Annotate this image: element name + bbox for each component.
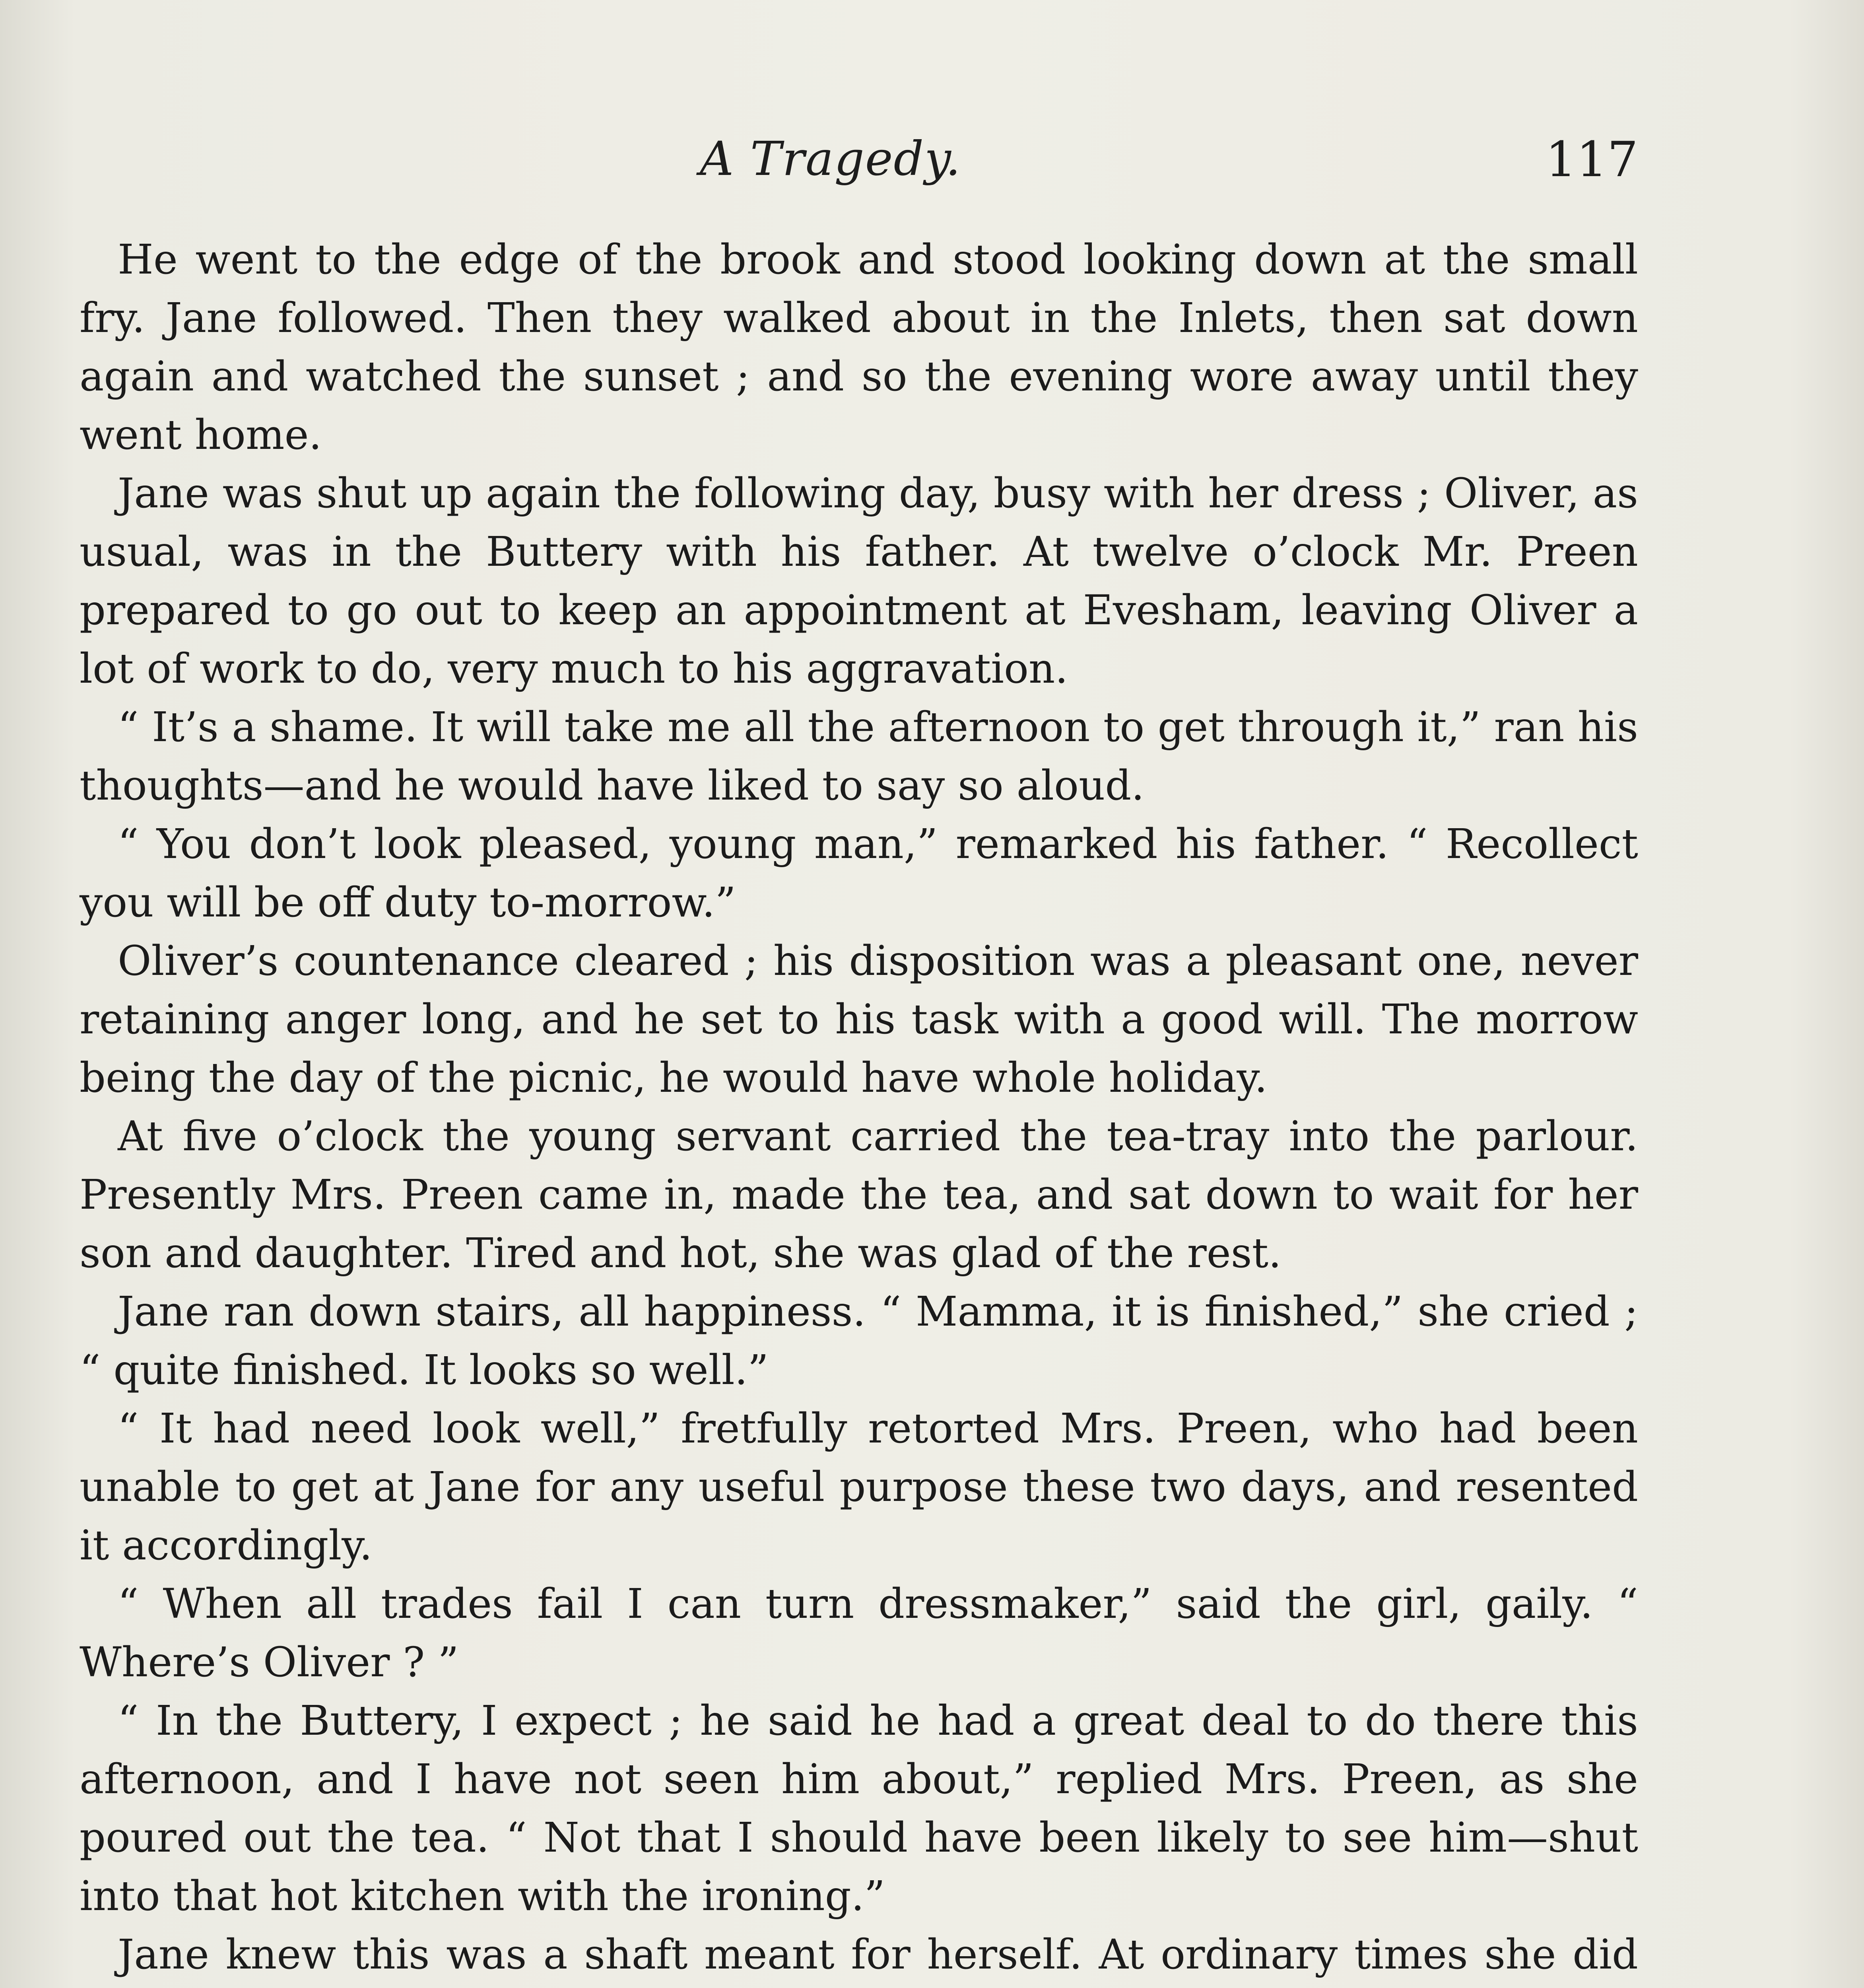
paragraph: Jane knew this was a shaft meant for herself. At ordinary times she did: [118, 1931, 1638, 1978]
page-header: [80, 131, 1638, 211]
paragraph: He went to the edge of the brook and stood looking down at the small fry. Jane followed. Then they walked about in the Inlets, then sat down again and watched the sunset ; and so the evening wore away until they went home.: [80, 236, 1638, 459]
paragraph: Jane ran down stairs, all happiness. “ Mamma, it is finished,” she cried ; “ quite finished. It looks so well.”: [80, 1288, 1638, 1394]
paragraph: “ It’s a shame. It will take me all the afternoon to get through it,” ran his thoughts—and he would have liked to say so aloud.: [80, 703, 1638, 810]
paragraph: Jane was shut up again the following day, busy with her dress ; Oliver, as usual, was in the Buttery with his father. At twelve o’clock Mr. Preen prepared to go out to keep an appointment at Evesham, leaving Oliver a lot of work to do, very much to his aggravation.: [80, 470, 1638, 693]
paragraph: “ You don’t look pleased, young man,” remarked his father. “ Recollect you will be off duty to-morrow.”: [80, 820, 1638, 926]
page-number: 117: [1546, 131, 1638, 188]
paragraph: At five o’clock the young servant carried the tea-tray into the parlour. Presently Mrs. Preen came in, made the tea, and sat down to wait for her son and daughter. Tired and hot, she was glad of the rest.: [80, 1112, 1638, 1277]
paragraph: “ When all trades fail I can turn dressmaker,” said the girl, gaily. “ Where’s Oliver ? ”: [80, 1580, 1638, 1686]
body-text: [80, 231, 1638, 1988]
running-title: A Tragedy.: [700, 131, 961, 186]
paragraph: Oliver’s countenance cleared ; his disposition was a pleasant one, never retaining anger long, and he set to his task with a good will. The morrow being the day of the picnic, he would have whole holiday.: [80, 937, 1638, 1102]
paragraph: “ It had need look well,” fretfully retorted Mrs. Preen, who had been unable to get at Jane for any useful purpose these two days, and resented it accordingly.: [80, 1405, 1638, 1569]
paragraph: “ In the Buttery, I expect ; he said he had a great deal to do there this afternoon, and I have not seen him about,” replied Mrs. Preen, as she poured out the tea. “ Not that I should have been likely to see him—shut into that hot kitchen with the ironing.”: [80, 1697, 1638, 1920]
